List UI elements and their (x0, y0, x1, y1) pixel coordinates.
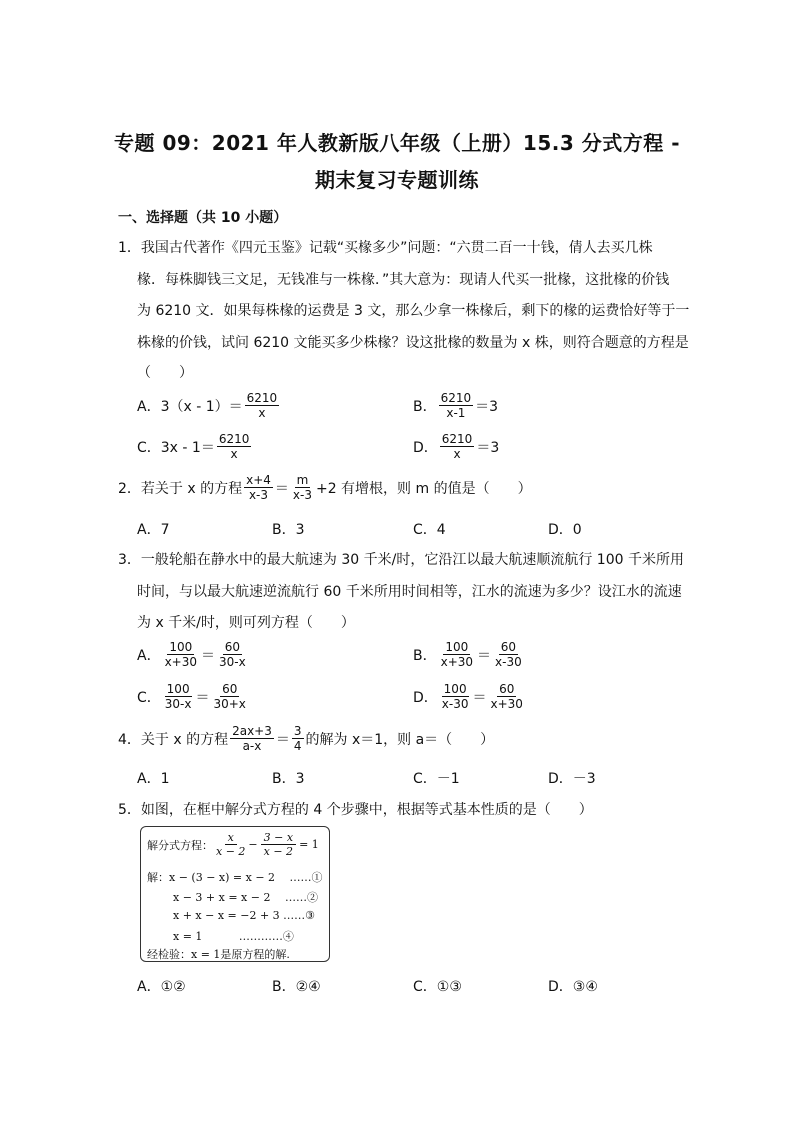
solution-box (140, 826, 330, 962)
title-line-1: 专题 09：2021 年人教新版八年级（上册）15.3 分式方程 - (114, 131, 680, 155)
fraction: $\frac{x+4}{x-3}$ (246, 473, 271, 502)
q1-option-c[interactable]: C．3x - 1＝ $\frac{6210}{x}$ (137, 432, 250, 461)
q1-line-1: 1．我国古代著作《四元玉鉴》记载“买椽多少”问题：“六贯二百一十钱，倩人去买几株 (118, 240, 653, 256)
q1-line-5: （ ） (137, 365, 193, 381)
q3-option-c[interactable]: C． $\frac{100}{30-x}$ ＝ $\frac{60}{30+x}$ (137, 682, 246, 711)
q1-option-a[interactable]: A．3（x - 1）＝ $\frac{6210}{x}$ (137, 391, 278, 420)
q3-line-2: 时间，与以最大航速逆流航行 60 千米所用时间相等，江水的流速为多少？设江水的流速 (137, 584, 682, 600)
fraction: $\frac{3}{4}$ (293, 724, 302, 753)
q1-option-b[interactable]: B． $\frac{6210}{x-1}$ ＝3 (413, 391, 499, 420)
q3-option-d[interactable]: D． $\frac{100}{x-30}$ ＝ $\frac{60}{x+30}$ (413, 682, 523, 711)
fraction: $\frac{60}{x+30}$ (490, 682, 523, 711)
box-equation: 解分式方程： x x − 2 − $\frac{3 - x}{x - 2}$ = 1 (147, 831, 319, 858)
box-step-2: x − 3 + x = x − 2 ……② (173, 891, 318, 904)
q5-option-a[interactable]: A．①② (137, 979, 186, 995)
q5-option-c[interactable]: C．①③ (413, 979, 462, 995)
q1-line-3: 为 6210 文．如果每株椽的运费是 3 文，那么少拿一株椽后，剩下的椽的运费恰好等于一 (137, 303, 690, 319)
q2-option-d[interactable]: D．0 (548, 522, 582, 538)
q2-stem: 2．若关于 x 的方程 $\frac{x+4}{x-3}$ ＝ $\frac{m}{x-3}$ +2 有增根，则 m 的值是（ ） (118, 473, 532, 502)
fraction: $\frac{100}{x+30}$ (440, 640, 474, 669)
q1-line-4: 株椽的价钱，试问 6210 文能买多少株椽？设这批椽的数量为 x 株，则符合题意的方程是 (137, 335, 689, 351)
q3-option-b[interactable]: B． $\frac{100}{x+30}$ ＝ $\frac{60}{x-30}$ (413, 640, 522, 669)
fraction: $\frac{6210}{x}$ (246, 391, 278, 420)
q4-option-d[interactable]: D．－3 (548, 771, 596, 787)
fraction: $\frac{100}{30-x}$ (164, 682, 192, 711)
q1-option-d[interactable]: D． $\frac{6210}{x}$ ＝3 (413, 432, 500, 461)
q3-line-3: 为 x 千米/时，则可列方程（ ） (137, 615, 355, 631)
q2-option-a[interactable]: A．7 (137, 522, 170, 538)
box-step-3: x + x − x = −2 + 3 ……③ (173, 909, 316, 922)
q5-stem: 5．如图，在框中解分式方程的 4 个步骤中，根据等式基本性质的是（ ） (118, 802, 593, 818)
q3-line-1: 3．一般轮船在静水中的最大航速为 30 千米/时，它沿江以最大航速顺流航行 100 千米所用 (118, 552, 684, 568)
fraction: $\frac{2ax+3}{a-x}$ (232, 724, 272, 753)
section-heading: 一、选择题（共 10 小题） (118, 210, 288, 226)
box-step-4: x = 1 …………④ (173, 930, 294, 943)
box-check: 经检验：x = 1是原方程的解. (147, 948, 290, 961)
fraction: x x − 2 (216, 831, 246, 858)
fraction: $\frac{6210}{x-1}$ (440, 391, 472, 420)
q4-option-c[interactable]: C．－1 (413, 771, 460, 787)
fraction: $\frac{6210}{x}$ (441, 432, 473, 461)
fraction: $\frac{100}{x+30}$ (164, 640, 198, 669)
q1-line-2: 椽．每株脚钱三文足，无钱准与一株椽．”其大意为：现请人代买一批椽，这批椽的价钱 (137, 272, 670, 288)
fraction: $\frac{60}{30-x}$ (219, 640, 246, 669)
q3-option-a[interactable]: A． $\frac{100}{x+30}$ ＝ $\frac{60}{30-x}$ (137, 640, 246, 669)
q4-option-a[interactable]: A．1 (137, 771, 170, 787)
title-line-2: 期末复习专题训练 (315, 168, 479, 192)
q5-option-b[interactable]: B．②④ (272, 979, 321, 995)
fraction: $\frac{6210}{x}$ (218, 432, 250, 461)
q4-stem: 4．关于 x 的方程 $\frac{2ax+3}{a-x}$ ＝ $\frac{3}{4}$ 的解为 x＝1，则 a＝（ ） (118, 724, 495, 753)
q4-option-b[interactable]: B．3 (272, 771, 305, 787)
fraction: $\frac{3 - x}{x - 2}$ (261, 831, 296, 858)
fraction: $\frac{m}{x-3}$ (292, 473, 312, 502)
box-step-1: 解：x − (3 − x) = x − 2 ……① (147, 871, 323, 884)
q5-option-d[interactable]: D．③④ (548, 979, 598, 995)
q2-option-c[interactable]: C．4 (413, 522, 446, 538)
q2-option-b[interactable]: B．3 (272, 522, 305, 538)
fraction: $\frac{100}{x-30}$ (441, 682, 469, 711)
fraction: $\frac{60}{x-30}$ (495, 640, 522, 669)
fraction: $\frac{60}{30+x}$ (213, 682, 246, 711)
